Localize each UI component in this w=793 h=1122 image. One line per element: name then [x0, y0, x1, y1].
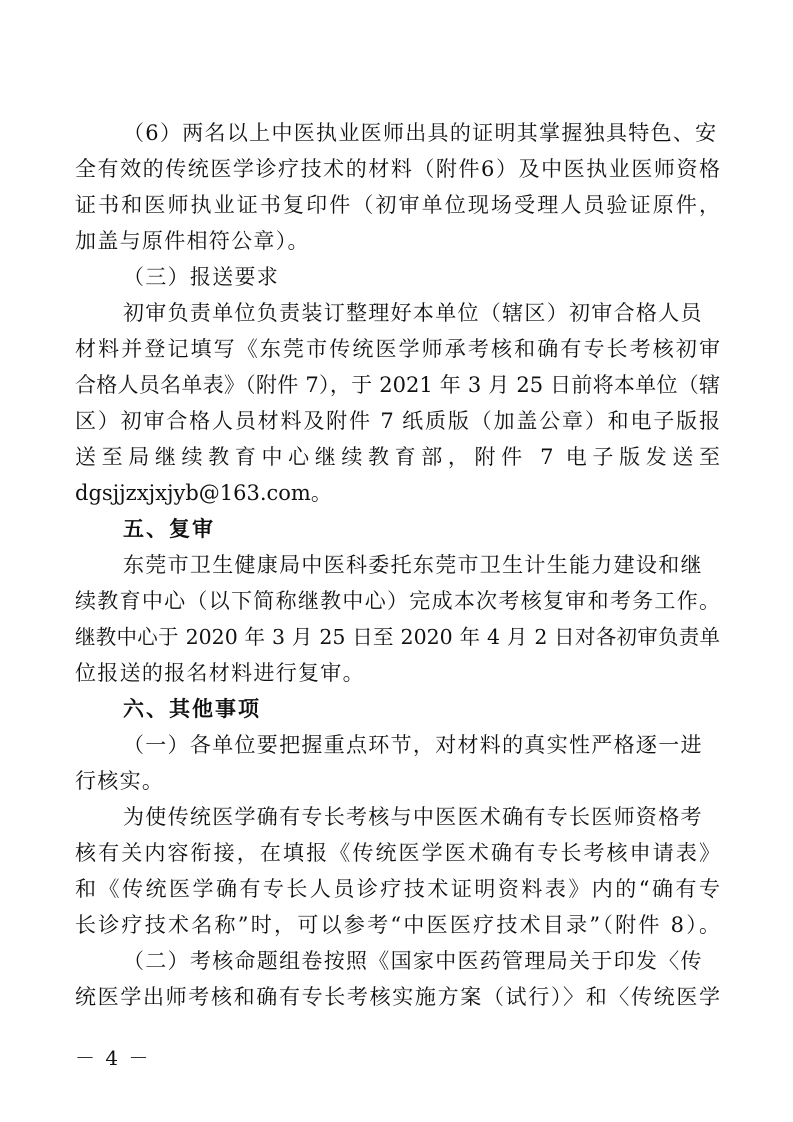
- paragraph-line: 合格人员名单表》（附件 7），于 2021 年 3 月 25 日前将本单位（辖: [75, 373, 720, 397]
- paragraph-line: 区）初审合格人员材料及附件 7 纸质版（加盖公章）和电子版报: [75, 409, 720, 433]
- paragraph-line: 东莞市卫生健康局中医科委托东莞市卫生计生能力建设和继: [123, 553, 703, 577]
- paragraph-line: 行核实。: [75, 769, 165, 793]
- paragraph-line: 为使传统医学确有专长考核与中医医术确有专长医师资格考: [123, 805, 703, 829]
- email-address: dgsjjzxjxjyb@163.com。: [75, 481, 332, 505]
- section-heading-review: 五、复审: [123, 517, 215, 541]
- paragraph-line: 和《传统医学确有专长人员诊疗技术证明资料表》内的“确有专: [75, 877, 720, 901]
- paragraph-line: 统医学出师考核和确有专长考核实施方案（试行）〉和〈传统医学: [75, 985, 720, 1009]
- paragraph-line: 续教育中心（以下简称继教中心）完成本次考核复审和考务工作。: [75, 589, 720, 613]
- subsection-heading: （三）报送要求: [123, 265, 280, 289]
- paragraph-line: 加盖与原件相符公章）。: [75, 229, 310, 253]
- section-heading-other-matters: 六、其他事项: [123, 697, 261, 721]
- page-number: － 4 －: [75, 1046, 151, 1070]
- paragraph-line: 长诊疗技术名称”时，可以参考“中医医疗技术目录”（附件 8）。: [75, 913, 720, 937]
- paragraph-line: （二）考核命题组卷按照《国家中医药管理局关于印发〈传: [123, 949, 703, 973]
- paragraph-line: 位报送的报名材料进行复审。: [75, 661, 365, 685]
- paragraph-line: 全有效的传统医学诊疗技术的材料（附件6）及中医执业医师资格: [75, 157, 720, 181]
- paragraph-line: 送至局继续教育中心继续教育部，附件 7 电子版发送至: [75, 445, 720, 469]
- paragraph-line: 初审负责单位负责装订整理好本单位（辖区）初审合格人员: [123, 301, 703, 325]
- paragraph-line: 证书和医师执业证书复印件（初审单位现场受理人员验证原件，: [75, 193, 720, 217]
- paragraph-line: 核有关内容衔接，在填报《传统医学医术确有专长考核申请表》: [75, 841, 720, 865]
- paragraph-line: （一）各单位要把握重点环节，对材料的真实性严格逐一进: [123, 733, 703, 757]
- paragraph-line: 材料并登记填写《东莞市传统医学师承考核和确有专长考核初审: [75, 337, 720, 361]
- paragraph-line: （6）两名以上中医执业医师出具的证明其掌握独具特色、安: [123, 121, 718, 145]
- paragraph-line: 继教中心于 2020 年 3 月 25 日至 2020 年 4 月 2 日对各初审负责单: [75, 625, 720, 649]
